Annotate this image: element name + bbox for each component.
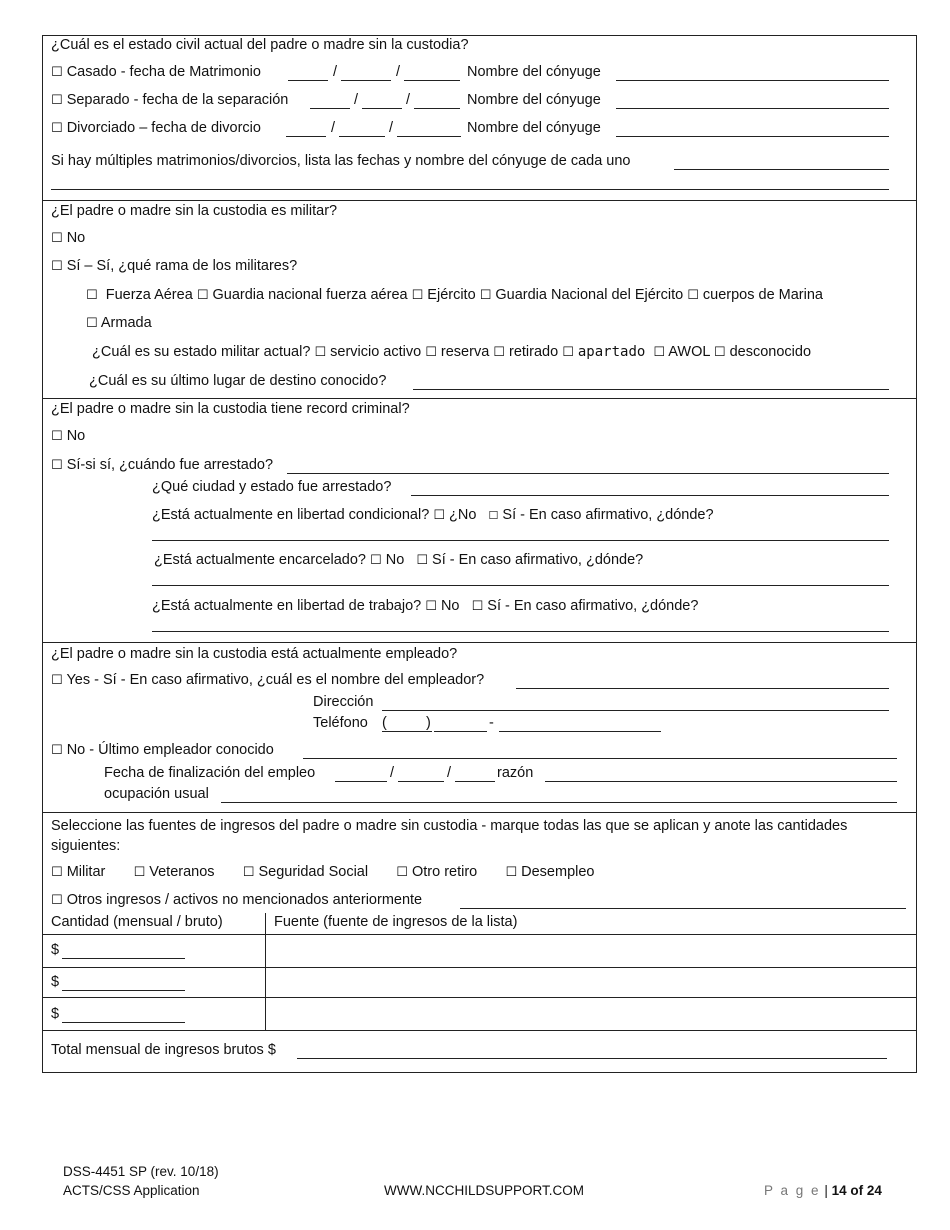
checkbox-icon[interactable]: ☐ <box>488 509 499 522</box>
checkbox-icon[interactable]: ☐ <box>687 288 699 303</box>
military-no-label: No <box>66 230 86 246</box>
employment-yes-option[interactable] <box>51 672 484 688</box>
phone-prefix-field[interactable] <box>434 731 487 732</box>
phone-dash: - <box>489 715 494 731</box>
status-reserve: reserva <box>440 344 490 360</box>
end-date-label: Fecha de finalización del empleo <box>104 765 316 781</box>
branch-navy-option[interactable] <box>86 315 152 331</box>
address-label: Dirección <box>313 694 374 710</box>
military-yes-option[interactable] <box>51 258 297 274</box>
occupation-label: ocupación usual <box>104 786 209 802</box>
checkbox-icon[interactable]: ☐ <box>51 121 63 136</box>
work-release-row <box>152 598 698 614</box>
date-slash: / <box>354 92 359 108</box>
marital-question: ¿Cuál es el estado civil actual del padre o madre sin la custodia? <box>51 37 469 53</box>
parole-question: ¿Está actualmente en libertad condicional? <box>152 507 430 523</box>
jail-where-field[interactable] <box>152 585 889 586</box>
spouse-name-label: Nombre del cónyuge <box>467 92 601 108</box>
jail-yes: Sí - En caso afirmativo, ¿dónde? <box>432 552 644 568</box>
checkbox-icon[interactable]: ☐ <box>86 288 98 303</box>
phone-line-field[interactable] <box>499 731 661 732</box>
application-name: ACTS/CSS Application <box>63 1183 200 1198</box>
end-year-field[interactable] <box>455 781 495 782</box>
jail-no: No <box>385 552 405 568</box>
criminal-no-label: No <box>66 428 86 444</box>
table-row-divider <box>42 967 916 968</box>
military-no-option[interactable] <box>51 230 85 246</box>
checkbox-icon[interactable]: ☐ <box>713 345 726 360</box>
checkbox-icon[interactable]: ☐ <box>242 865 255 880</box>
checkbox-icon[interactable]: ☐ <box>51 259 63 274</box>
checkbox-icon[interactable]: ☐ <box>493 345 505 360</box>
status-retired: retirado <box>508 344 559 360</box>
phone-label: Teléfono <box>313 715 368 731</box>
married-spouse-field[interactable] <box>616 80 889 81</box>
separated-option[interactable] <box>51 92 288 108</box>
divorced-month-field[interactable] <box>286 136 326 137</box>
last-post-field[interactable] <box>413 389 889 390</box>
work-release-no: No <box>440 598 460 614</box>
date-slash: / <box>389 120 394 136</box>
spouse-name-label: Nombre del cónyuge <box>467 64 601 80</box>
website-link[interactable]: WWW.NCCHILDSUPPORT.COM <box>384 1183 585 1198</box>
multiple-marriages-field[interactable] <box>674 169 889 170</box>
checkbox-icon[interactable]: ☐ <box>51 743 63 758</box>
source-unemployment: Desempleo <box>521 864 595 880</box>
divorced-day-field[interactable] <box>339 136 385 137</box>
table-col-divider <box>265 913 266 1030</box>
table-row-divider <box>42 997 916 998</box>
separated-day-field[interactable] <box>362 108 402 109</box>
source-social-security: Seguridad Social <box>258 864 369 880</box>
military-branches <box>86 287 823 303</box>
status-unknown: desconocido <box>729 344 812 360</box>
amount-row-3-dollar: $ <box>51 1006 60 1022</box>
page-word: P a g e <box>764 1183 821 1198</box>
criminal-question: ¿El padre o madre sin la custodia tiene record criminal? <box>51 401 410 417</box>
date-slash: / <box>331 120 336 136</box>
amount-row-2-dollar: $ <box>51 974 60 990</box>
section-divider <box>42 398 916 399</box>
separated-month-field[interactable] <box>310 108 350 109</box>
multiple-marriages-label: Si hay múltiples matrimonios/divorcios, lista las fechas y nombre del cónyuge de cada uno <box>51 153 631 169</box>
criminal-yes-label: Sí-si sí, ¿cuándo fue arrestado? <box>66 457 274 473</box>
parole-row <box>152 507 714 523</box>
checkbox-icon[interactable]: ☐ <box>433 508 445 523</box>
end-month-field[interactable] <box>335 781 387 782</box>
parole-where-field[interactable] <box>152 540 889 541</box>
checkbox-icon[interactable]: ☐ <box>479 288 492 303</box>
work-release-yes: Sí - En caso afirmativo, ¿dónde? <box>487 598 699 614</box>
employer-name-field[interactable] <box>516 688 889 689</box>
date-slash: / <box>447 765 452 781</box>
parole-yes: Sí - En caso afirmativo, ¿dónde? <box>502 507 714 523</box>
checkbox-icon[interactable]: ☐ <box>370 553 382 568</box>
checkbox-icon[interactable]: ☐ <box>86 316 98 331</box>
checkbox-icon[interactable]: ☐ <box>51 429 63 444</box>
income-sources-row <box>51 864 594 880</box>
page-indicator <box>764 1183 882 1198</box>
other-income-option[interactable] <box>51 892 422 908</box>
checkbox-icon[interactable]: ☐ <box>425 599 437 614</box>
checkbox-icon[interactable]: ☐ <box>51 458 63 473</box>
date-slash: / <box>396 64 401 80</box>
checkbox-icon[interactable]: ☐ <box>653 345 666 360</box>
employment-no-label: No - Último empleador conocido <box>66 742 274 758</box>
reason-label: razón <box>497 765 534 781</box>
checkbox-icon[interactable]: ☐ <box>505 865 518 880</box>
checkbox-icon[interactable]: ☐ <box>133 865 146 880</box>
status-awol: AWOL <box>668 344 710 360</box>
amount-row-1-dollar: $ <box>51 942 60 958</box>
amount-row-1-field[interactable] <box>62 958 185 959</box>
last-post-label: ¿Cuál es su último lugar de destino conocido? <box>89 373 387 389</box>
phone-paren-open: ( <box>382 715 387 731</box>
branch-air-guard: Guardia nacional fuerza aérea <box>212 287 408 303</box>
phone-area-field[interactable] <box>382 731 432 732</box>
married-month-field[interactable] <box>288 80 328 81</box>
checkbox-icon[interactable]: ☐ <box>196 288 209 303</box>
checkbox-icon[interactable]: ☐ <box>314 345 327 360</box>
checkbox-icon[interactable]: ☐ <box>51 93 63 108</box>
amount-row-3-field[interactable] <box>62 1022 185 1023</box>
employer-address-field[interactable] <box>382 710 889 711</box>
checkbox-icon[interactable]: ☐ <box>471 599 484 614</box>
section-divider <box>42 642 916 643</box>
checkbox-icon[interactable]: ☐ <box>411 288 424 303</box>
date-slash: / <box>406 92 411 108</box>
date-slash: / <box>390 765 395 781</box>
source-row-2-field[interactable] <box>267 969 914 996</box>
married-day-field[interactable] <box>341 80 391 81</box>
page-separator: | <box>824 1183 828 1198</box>
military-question: ¿El padre o madre sin la custodia es militar? <box>51 203 338 219</box>
amount-row-2-field[interactable] <box>62 990 185 991</box>
checkbox-icon[interactable]: ☐ <box>562 345 574 360</box>
source-military: Militar <box>66 864 106 880</box>
arrest-city-label: ¿Qué ciudad y estado fue arrestado? <box>152 479 392 495</box>
spouse-name-label: Nombre del cónyuge <box>467 120 601 136</box>
divorced-option[interactable] <box>51 120 261 136</box>
branch-air-force: Fuerza Aérea <box>105 287 193 303</box>
source-veterans: Veteranos <box>149 864 215 880</box>
work-release-where-field[interactable] <box>152 631 889 632</box>
total-income-label: Total mensual de ingresos brutos $ <box>51 1042 276 1058</box>
table-row-divider <box>42 934 916 935</box>
branch-navy: Armada <box>100 315 152 331</box>
branch-marines: cuerpos de Marina <box>702 287 823 303</box>
table-row-divider <box>42 1030 916 1031</box>
separated-label: Separado - fecha de la separación <box>66 92 289 108</box>
divorced-spouse-field[interactable] <box>616 136 889 137</box>
military-yes-label: Sí – Sí, ¿qué rama de los militares? <box>66 258 298 274</box>
divorced-label: Divorciado – fecha de divorcio <box>66 120 261 136</box>
arrest-date-field[interactable] <box>287 473 889 474</box>
divorced-year-field[interactable] <box>397 136 461 137</box>
source-other-retirement: Otro retiro <box>411 864 478 880</box>
status-active: servicio activo <box>330 344 422 360</box>
date-slash: / <box>333 64 338 80</box>
employment-yes-label: Yes - Sí - En caso afirmativo, ¿cuál es el nombre del empleador? <box>66 672 485 688</box>
checkbox-icon[interactable]: ☐ <box>51 865 63 880</box>
checkbox-icon[interactable]: ☐ <box>51 231 63 246</box>
source-row-1-field[interactable] <box>267 936 914 966</box>
military-status-question: ¿Cuál es su estado militar actual? <box>92 344 311 360</box>
branch-army-guard: Guardia Nacional del Ejército <box>495 287 684 303</box>
section-divider <box>42 812 916 813</box>
form-number: DSS-4451 SP (rev. 10/18) <box>63 1164 219 1179</box>
criminal-no-option[interactable] <box>51 428 85 444</box>
married-option[interactable] <box>51 64 261 80</box>
employment-no-option[interactable] <box>51 742 274 758</box>
employment-question: ¿El padre o madre sin la custodia está actualmente empleado? <box>51 646 458 662</box>
married-year-field[interactable] <box>404 80 460 81</box>
page-number: 14 of 24 <box>831 1183 882 1198</box>
total-income-field[interactable] <box>297 1058 887 1059</box>
multiple-marriages-field-2[interactable] <box>51 189 889 190</box>
checkbox-icon[interactable]: ☐ <box>416 553 429 568</box>
jail-question: ¿Está actualmente encarcelado? <box>154 552 366 568</box>
col-source-header: Fuente (fuente de ingresos de la lista) <box>274 914 518 930</box>
other-income-field[interactable] <box>460 908 906 909</box>
last-employer-field[interactable] <box>303 758 897 759</box>
status-separated: apartado <box>577 344 646 360</box>
criminal-yes-option[interactable] <box>51 457 273 473</box>
other-income-label: Otros ingresos / activos no mencionados anteriormente <box>66 892 423 908</box>
occupation-field[interactable] <box>221 802 897 803</box>
end-day-field[interactable] <box>398 781 444 782</box>
married-label: Casado - fecha de Matrimonio <box>66 64 261 80</box>
separated-spouse-field[interactable] <box>616 108 889 109</box>
checkbox-icon[interactable]: ☐ <box>51 893 63 908</box>
source-row-3-field[interactable] <box>267 999 914 1029</box>
checkbox-icon[interactable]: ☐ <box>51 65 63 80</box>
phone-paren-close: ) <box>426 715 431 731</box>
income-question: Seleccione las fuentes de ingresos del padre o madre sin custodia - marque todas las que se aplican y anote las cantidades siguientes: <box>51 818 848 854</box>
section-divider <box>42 200 916 201</box>
col-amount-header: Cantidad (mensual / bruto) <box>51 914 223 930</box>
arrest-city-field[interactable] <box>411 495 889 496</box>
work-release-question: ¿Está actualmente en libertad de trabajo? <box>152 598 422 614</box>
military-status-row <box>92 344 811 360</box>
checkbox-icon[interactable]: ☐ <box>51 673 63 688</box>
reason-field[interactable] <box>545 781 897 782</box>
checkbox-icon[interactable]: ☐ <box>425 345 437 360</box>
jail-row <box>154 552 643 568</box>
parole-no: ¿No <box>449 507 477 523</box>
branch-army: Ejército <box>427 287 476 303</box>
separated-year-field[interactable] <box>414 108 460 109</box>
checkbox-icon[interactable]: ☐ <box>396 865 408 880</box>
